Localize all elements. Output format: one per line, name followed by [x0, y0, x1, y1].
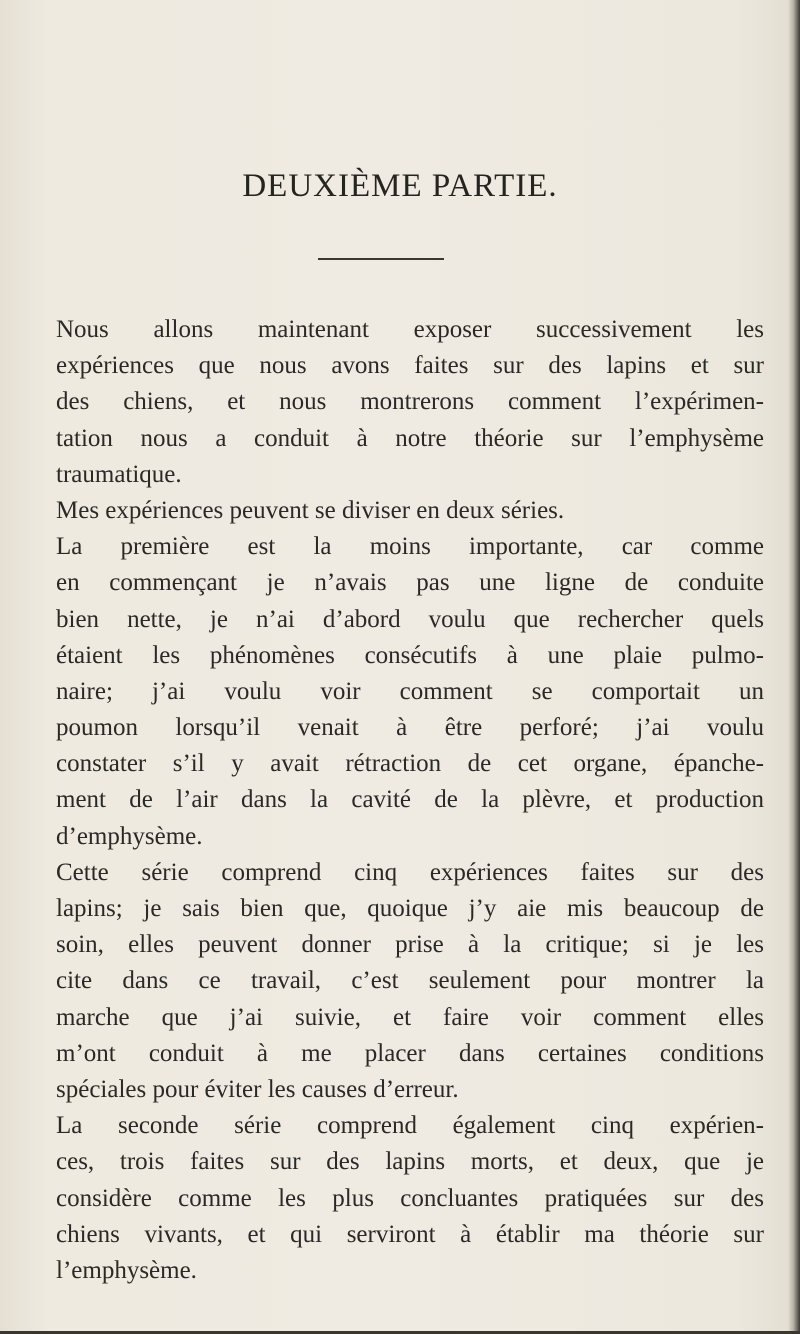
- body-text: [56, 312, 764, 1289]
- text-line: naire; j’ai voulu voir comment se comportait un: [56, 677, 764, 705]
- text-line: chiens vivants, et qui serviront à établir ma théorie sur: [56, 1220, 764, 1248]
- text-line: ces, trois faites sur des lapins morts, et deux, que je: [56, 1148, 764, 1176]
- text-line: Mes expériences peuvent se diviser en deux séries.: [56, 496, 565, 524]
- section-heading: DEUXIÈME PARTIE.: [242, 168, 558, 204]
- text-line: spéciales pour éviter les causes d’erreur.: [56, 1075, 459, 1103]
- text-line: tation nous a conduit à notre théorie sur l’emphysème: [56, 424, 764, 452]
- text-line: en commençant je n’avais pas une ligne de conduite: [56, 569, 764, 597]
- text-line: La première est la moins importante, car comme: [56, 533, 764, 561]
- heading-rule: [318, 258, 444, 260]
- text-line: étaient les phénomènes consécutifs à une plaie pulmo-: [56, 641, 764, 669]
- text-line: poumon lorsqu’il venait à être perforé; j’ai voulu: [56, 714, 764, 742]
- text-line: expériences que nous avons faites sur des lapins et sur: [56, 352, 764, 380]
- text-line: considère comme les plus concluantes pratiquées sur des: [56, 1184, 764, 1212]
- text-line: cite dans ce travail, c’est seulement pour montrer la: [56, 967, 764, 995]
- text-line: des chiens, et nous montrerons comment l’expérimen-: [56, 388, 764, 416]
- text-line: m’ont conduit à me placer dans certaines conditions: [56, 1039, 764, 1067]
- text-line: Cette série comprend cinq expériences faites sur des: [56, 858, 764, 886]
- text-line: bien nette, je n’ai d’abord voulu que rechercher quels: [56, 605, 764, 633]
- page-edge-shadow: [788, 0, 800, 1334]
- text-line: La seconde série comprend également cinq expérien-: [56, 1112, 764, 1140]
- text-line: marche que j’ai suivie, et faire voir comment elles: [56, 1003, 764, 1031]
- text-line: d’emphysème.: [56, 822, 203, 850]
- text-line: l’emphysème.: [56, 1256, 197, 1284]
- text-line: lapins; je sais bien que, quoique j’y aie mis beaucoup de: [56, 895, 764, 922]
- text-line: constater s’il y avait rétraction de cet organe, épanche-: [56, 750, 764, 778]
- text-line: soin, elles peuvent donner prise à la critique; si je les: [56, 931, 764, 959]
- text-line: ment de l’air dans la cavité de la plèvre, et production: [56, 786, 764, 814]
- text-line: traumatique.: [56, 460, 182, 488]
- text-line: Nous allons maintenant exposer successivement les: [56, 316, 764, 343]
